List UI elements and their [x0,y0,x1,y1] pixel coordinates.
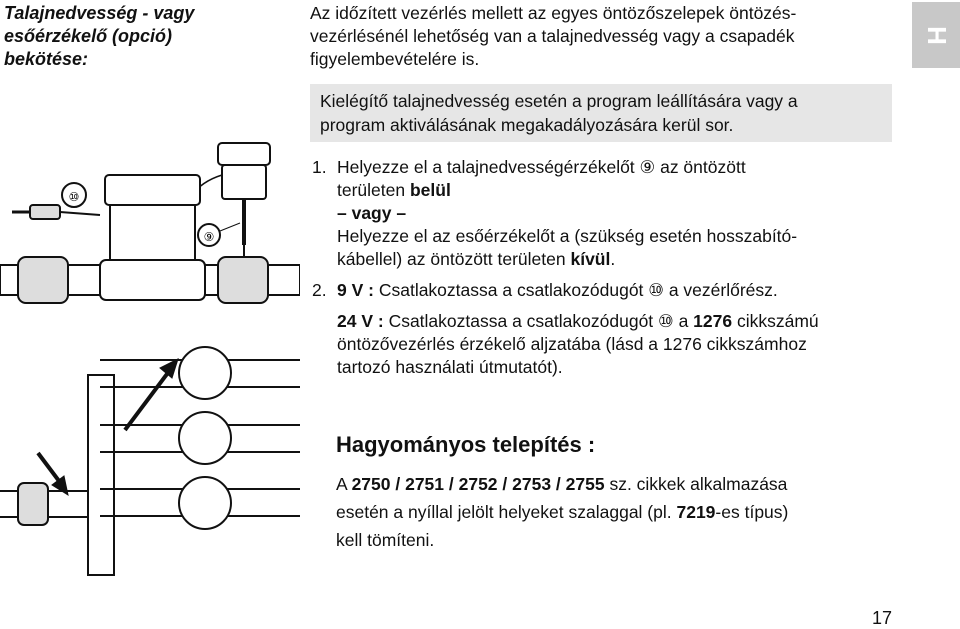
step-number: 1. [312,157,327,177]
manifold-pipe [88,375,114,575]
trad-line: kell tömíteni. [336,530,435,550]
trad-line: A 2750 / 2751 / 2752 / 2753 / 2755 sz. cikkek alkalmazása [336,474,788,494]
section-heading [4,2,234,71]
valve-3 [179,477,231,529]
step-2-24v [312,310,902,379]
step-line: öntözővezérlés érzékelő aljzatába (lásd a 1276 cikkszámhoz [337,334,807,354]
sensor-head [218,143,270,165]
step-line: tartozó használati útmutatót). [337,357,563,377]
step-line: Helyezze el a talajnedvességérzékelőt ⑨ az öntözött [337,157,746,177]
valve-body [100,260,205,300]
valve-2 [179,412,231,464]
trad-line: esetén a nyíllal jelölt helyeket szalaggal (pl. 7219-es típus) [336,502,789,522]
controller-top [105,175,200,205]
note-line: program aktiválásának megakadályozására kerül sor. [320,115,734,135]
sensor-body [222,165,266,199]
intro-line: vezérlésénél lehetőség van a talajnedvesség vagy a csapadék [310,26,795,46]
traditional-install-text [336,470,876,554]
info-box [310,84,892,142]
language-tab [912,2,960,68]
step-body [337,279,902,302]
steps-list [312,156,902,379]
step-or: – vagy – [337,203,407,223]
plug [30,205,60,219]
step-line: Helyezze el az esőérzékelőt a (szükség esetén hosszabító- [337,226,798,246]
language-tab-letter: H [921,25,952,45]
intro-line: Az időzített vezérlés mellett az egyes öntözőszelepek öntözés- [310,3,797,23]
controller-body [110,205,195,260]
coupling-right [218,257,268,303]
step-line: kábellel) az öntözött területen kívül. [337,249,616,269]
step-number: 2. [312,280,327,300]
step-line: 9 V : Csatlakoztassa a csatlakozódugót ⑩ a vezérlőrész. [337,280,778,300]
coupling-manifold [18,483,48,525]
page-number: 17 [872,608,893,628]
intro-line: figyelembevételére is. [310,49,480,69]
callout-10-label: ⑩ [68,190,80,204]
step-line: területen belül [337,180,451,200]
intro-paragraph [310,2,890,71]
step-body [337,156,902,271]
step-1 [312,156,902,271]
installation-illustration [0,135,300,615]
note-line: Kielégítő talajnedvesség esetén a program leállítására vagy a [320,91,798,111]
callout-9-label: ⑨ [203,230,215,244]
heading-line: Talajnedvesség - vagy [4,3,195,23]
step-line: 24 V : Csatlakoztassa a csatlakozódugót ⑩ a 1276 cikkszámú [337,311,819,331]
heading-line: bekötése: [4,49,89,69]
step-2 [312,279,902,302]
traditional-install-title: Hagyományos telepítés : [336,432,596,457]
heading-line: esőérzékelő (opció) [4,26,173,46]
valve-1 [179,347,231,399]
coupling-left [18,257,68,303]
